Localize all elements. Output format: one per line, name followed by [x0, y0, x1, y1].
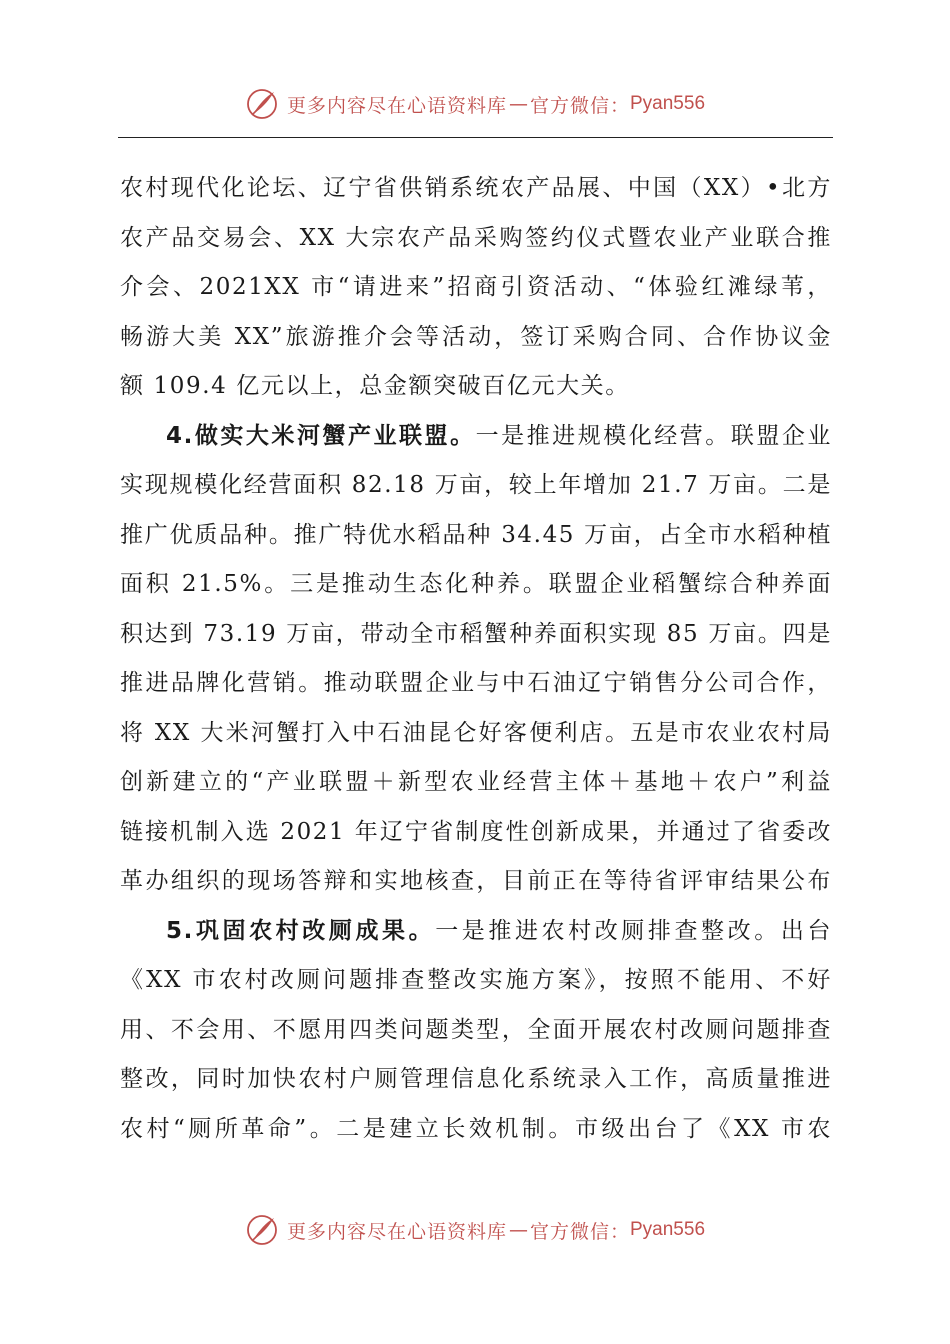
body-line: 实现规模化经营面积 82.18 万亩，较上年增加 21.7 万亩。二是 — [120, 472, 832, 498]
body-line: 革办组织的现场答辩和实地核查，目前正在等待省评审结果公布 — [120, 868, 832, 894]
body-line: 将 XX 大米河蟹打入中石油昆仑好客便利店。五是市农业农村局 — [120, 719, 832, 746]
body-line: 积达到 73.19 万亩，带动全市稻蟹种养面积实现 85 万亩。四是 — [120, 620, 832, 647]
body-line: 介会、2021XX 市“请进来”招商引资活动、“体验红滩绿苇， — [120, 274, 832, 300]
feather-pen-logo-icon — [245, 87, 279, 121]
paragraph-5-first-line — [120, 907, 832, 957]
banner-text: 更多内容尽在心语资料库 — [286, 1220, 507, 1243]
body-line: 创新建立的“产业联盟＋新型农业经营主体＋基地＋农户”利益 — [120, 769, 832, 795]
body-line: 《XX 市农村改厕问题排查整改实施方案》，按照不能用、不好 — [120, 967, 832, 993]
banner-text: 更多内容尽在心语资料库 — [286, 94, 507, 117]
banner-separator: — — [508, 1219, 528, 1241]
body-line: 农村现代化论坛、辽宁省供销系统农产品展、中国（XX）•北方 — [120, 175, 832, 201]
banner-handle: Pyan556 — [630, 1219, 706, 1240]
banner-separator: — — [508, 93, 528, 115]
banner-wechat-label: 官方微信： — [529, 94, 630, 117]
paragraph-5-heading: 5.巩固农村改厕成果。 — [166, 917, 436, 944]
body-line: 整改，同时加快农村户厕管理信息化系统录入工作，高质量推进 — [120, 1066, 832, 1092]
body-line-text: 一是推进规模化经营。联盟企业 — [475, 422, 832, 449]
body-line: 农村“厕所革命”。二是建立长效机制。市级出台了《XX 市农 — [120, 1115, 832, 1142]
header-divider — [118, 137, 833, 138]
header-banner — [0, 84, 950, 124]
body-line: 推广优质品种。推广特优水稻品种 34.45 万亩，占全市水稻种植 — [120, 521, 832, 548]
body-line: 链接机制入选 2021 年辽宁省制度性创新成果，并通过了省委改 — [120, 818, 832, 845]
body-line: 推进品牌化营销。推动联盟企业与中石油辽宁销售分公司合作， — [120, 670, 832, 696]
banner-wechat-label: 官方微信： — [529, 1220, 630, 1243]
banner-handle: Pyan556 — [630, 93, 706, 114]
document-body — [120, 164, 832, 1154]
body-line: 面积 21.5%。三是推动生态化种养。联盟企业稻蟹综合种养面 — [120, 571, 832, 597]
body-line-text: 一是推进农村改厕排查整改。出台 — [435, 917, 833, 944]
paragraph-4-first-line — [120, 412, 832, 462]
footer-banner — [0, 1210, 950, 1250]
feather-pen-logo-icon — [245, 1213, 279, 1247]
body-line: 农产品交易会、XX 大宗农产品采购签约仪式暨农业产业联合推 — [120, 224, 832, 251]
paragraph-4-heading: 4.做实大米河蟹产业联盟。 — [166, 422, 476, 449]
body-line: 用、不会用、不愿用四类问题类型，全面开展农村改厕问题排查 — [120, 1016, 832, 1043]
body-line: 畅游大美 XX”旅游推介会等活动，签订采购合同、合作协议金 — [120, 323, 832, 350]
body-line: 额 109.4 亿元以上，总金额突破百亿元大关。 — [120, 373, 630, 399]
